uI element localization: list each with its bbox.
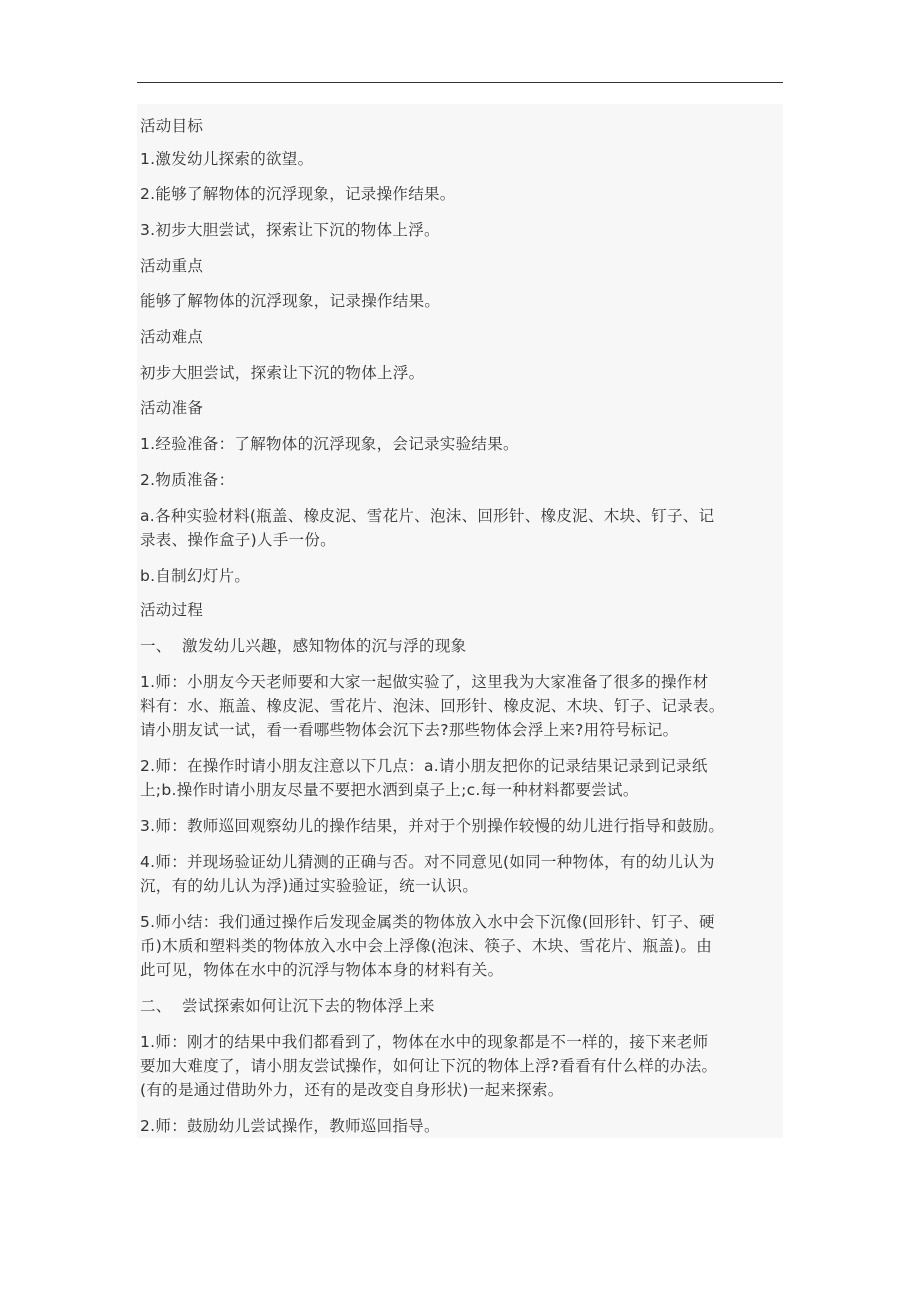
heading-preparation: 活动准备 <box>140 399 204 417</box>
section-two-title: 二、 尝试探索如何让沉下去的物体浮上来 <box>140 997 435 1015</box>
difficulties-text: 初步大胆尝试，探索让下沉的物体上浮。 <box>140 364 425 382</box>
heading-difficulties: 活动难点 <box>140 328 204 346</box>
section-one-title: 一、 激发幼儿兴趣，感知物体的沉与浮的现象 <box>140 637 467 655</box>
preparation-item-b: b.自制幻灯片。 <box>140 567 251 585</box>
goal-item-1: 1.激发幼儿探索的欲望。 <box>140 150 314 168</box>
section-one-step-4: 4.师：并现场验证幼儿猜测的正确与否。对不同意见(如同一种物体，有的幼儿认为 沉，有的幼儿认为浮)通过实验验证，统一认识。 <box>140 853 715 895</box>
goal-item-3: 3.初步大胆尝试，探索让下沉的物体上浮。 <box>140 221 440 239</box>
document-body <box>137 104 783 1138</box>
heading-process: 活动过程 <box>140 601 204 619</box>
preparation-item-1: 1.经验准备：了解物体的沉浮现象，会记录实验结果。 <box>140 435 519 453</box>
section-one-step-2: 2.师：在操作时请小朋友注意以下几点：a.请小朋友把你的记录结果记录到记录纸 上;b.操作时请小朋友尽量不要把水洒到桌子上;c.每一种材料都要尝试。 <box>140 757 708 799</box>
goal-item-2: 2.能够了解物体的沉浮现象，记录操作结果。 <box>140 185 456 203</box>
key-points-text: 能够了解物体的沉浮现象，记录操作结果。 <box>140 292 441 310</box>
preparation-item-a: a.各种实验材料(瓶盖、橡皮泥、雪花片、泡沫、回形针、橡皮泥、木块、钉子、记 录表、操作盒子)人手一份。 <box>140 507 715 549</box>
preparation-item-2: 2.物质准备： <box>140 471 235 489</box>
section-one-summary: 5.师小结：我们通过操作后发现金属类的物体放入水中会下沉像(回形针、钉子、硬 币)木质和塑料类的物体放入水中会上浮像(泡沫、筷子、木块、雪花片、瓶盖)。由 此可见，物体在水中的沉浮与物体本身的材料有关。 <box>140 913 715 979</box>
section-two-step-2: 2.师：鼓励幼儿尝试操作，教师巡回指导。 <box>140 1117 440 1135</box>
heading-key-points: 活动重点 <box>140 257 204 275</box>
section-one-step-3: 3.师：教师巡回观察幼儿的操作结果，并对于个别操作较慢的幼儿进行指导和鼓励。 <box>140 817 725 835</box>
heading-activity-goals: 活动目标 <box>140 117 204 135</box>
header-rule <box>137 82 783 83</box>
section-two-step-1: 1.师：刚才的结果中我们都看到了，物体在水中的现象都是不一样的，接下来老师 要加大难度了，请小朋友尝试操作，如何让下沉的物体上浮?看看有什么样的办法。 (有的是通过借助外力，还有的是改变自身形状)一起来探索。 <box>140 1033 718 1099</box>
section-one-step-1: 1.师：小朋友今天老师要和大家一起做实验了，这里我为大家准备了很多的操作材 料有：水、瓶盖、橡皮泥、雪花片、泡沫、回形针、橡皮泥、木块、钉子、记录表。 请小朋友试一试，看一看哪些物体会沉下去?那些物体会浮上来?用符号标记。 <box>140 673 725 739</box>
